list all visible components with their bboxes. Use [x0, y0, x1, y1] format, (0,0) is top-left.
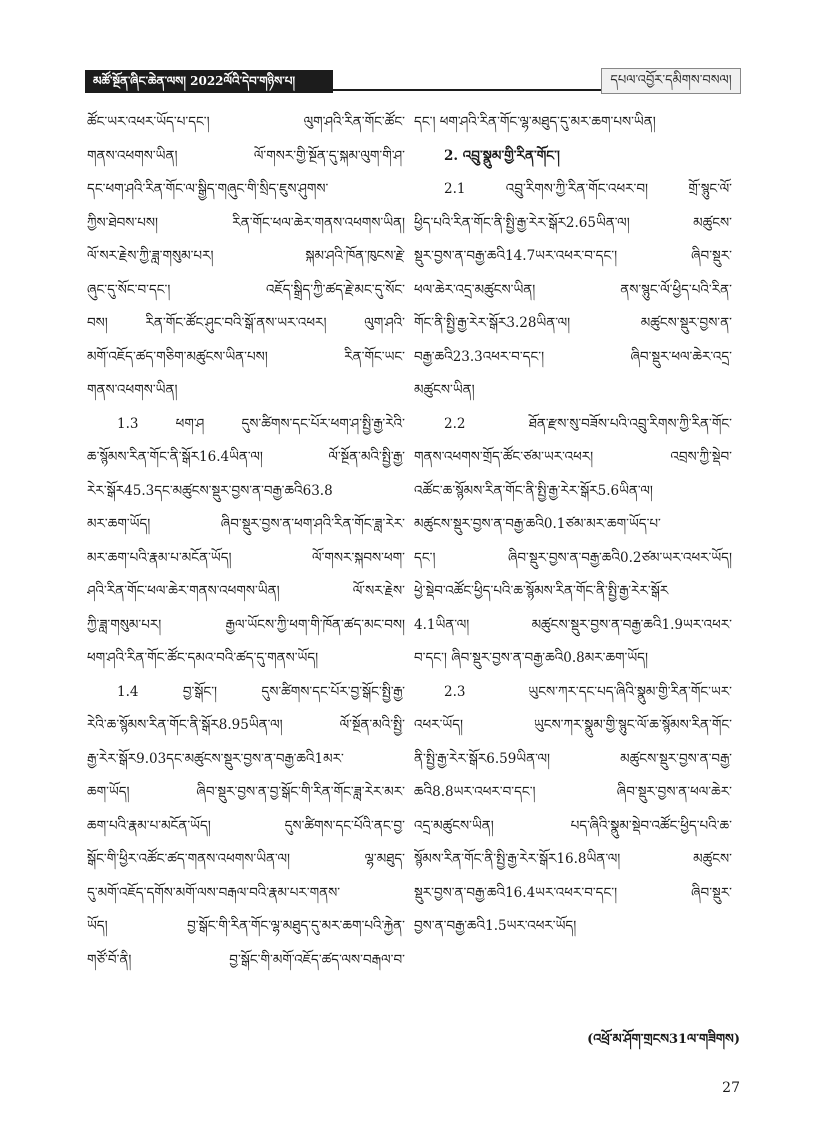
text-line: ཞུང་དུ་སོང་བ་དང་། འཇོད་སྒྲིད་ཀྱི་ཚད་རྗེ་མང་དུ་སོང་	[87, 281, 405, 298]
text-line: ཕྱིད་པའི་རིན་གོང་ནི་སྤྱི་རྒྱ་རེར་སྒོར2.65ཡིན་ལ། མཚུངས་	[414, 214, 732, 231]
text-line: ཀྱི་ཟླ་གསུམ་པར། རྒྱལ་ཡོངས་ཀྱི་ཕག་གི་ཁོན་ཚད་མང་བས།	[87, 616, 405, 633]
left-column	[87, 106, 405, 977]
text-line: ཆག་ཡོད། ཞིབ་སྡུར་བྱས་ན་བྱ་སྒོང་གི་རིན་གོང་ཟླ་རེར་མར་	[87, 784, 405, 800]
text-line: མཚུངས་སྡུར་བྱས་ན་བརྒྱ་ཆའི0.1ཙམ་མར་ཆག་ཡོད་པ་	[414, 516, 661, 532]
section-2-2-start: 2.2 ཐོན་རྫས་སུ་བཟོས་པའི་འབྲུ་རིགས་ཀྱི་རིན་གོང་	[444, 415, 732, 432]
text-line: མར་ཆག་པའི་རྣམ་པ་མངོན་ཡོད། ལོ་གསར་སྐབས་ཕག་	[87, 549, 405, 566]
text-line: ནི་སྤྱི་རྒྱ་རེར་སྒོར6.59ཡིན་ལ། མཚུངས་སྡུར་བྱས་ན་བརྒྱ་	[414, 750, 732, 767]
section-1-3-start: 1.3 ཕག་ཤ དུས་ཚིགས་དང་པོར་ཕག་ཤ་སྤྱི་རྒྱ་རེའི་	[117, 415, 405, 432]
page-number: 27	[722, 1080, 740, 1096]
text-line: བ་དང་། ཞིབ་སྡུར་བྱས་ན་བརྒྱ་ཆའི0.8མར་ཆག་ཡོད།	[414, 650, 648, 666]
text-line: ཚོང་ཡར་འཕར་ཡོད་པ་དང་། ལུག་ཤའི་རིན་གོང་ཚོང་	[87, 114, 405, 130]
text-line: མར་ཆག་ཡོད། ཞིབ་སྡུར་བྱས་ན་ཕག་ཤའི་རིན་གོང་ཟླ་རེར་	[87, 516, 405, 532]
text-line: རེའི་ཆ་སྙོམས་རིན་གོང་ནི་སྒོར8.95ཡིན་ལ། ལོ་སྔོན་མའི་སྤྱི་	[87, 717, 405, 733]
text-line: གཙོ་བོ་ནི། བྱ་སྒོང་གི་མགོ་འཇོད་ཚད་ལས་བརྒལ་བ་	[87, 951, 405, 968]
text-line: འཕར་ཡོད། ཡུངས་ཀར་སྣུམ་གྱི་སྙུང་ལོ་ཆ་སྙོམས་རིན་གོང་	[414, 717, 732, 733]
text-line: སྙོམས་རིན་གོང་ནི་སྤྱི་རྒྱ་རེར་སྒོར16.8ཡིན་ལ། མཚུངས་	[414, 851, 732, 867]
text-line: གནས་འཕགས་ཡིན།	[87, 382, 178, 398]
text-line: གནས་འཕགས་ཡིན། ལོ་གསར་གྱི་སྔོན་དུ་སྐམ་ལུག་གི་ཤ་	[87, 147, 405, 164]
text-line: ཤའི་རིན་གོང་ཕལ་ཆེར་གནས་འཕགས་ཡིན། ལོ་སར་རྗེས་	[87, 583, 405, 599]
text-line: རྒྱ་རེར་སྒོར9.03དང་མཚུངས་སྡུར་བྱས་ན་བརྒྱ་ཆའི1མར་	[87, 750, 344, 767]
text-line: འཚོང་ཆ་སྙོམས་རིན་གོང་ནི་སྤྱི་རྒྱ་རེར་སྒོར5.6ཡིན་ལ།	[414, 482, 653, 499]
text-line: བརྒྱ་ཆའི23.3འཕར་བ་དང་། ཞིབ་སྡུར་ཕལ་ཆེར་འདྲ་	[414, 348, 732, 365]
text-line: ཕྱེ་སྡེབ་འཚོང་ཕྱིད་པའི་ཆ་སྙོམས་རིན་གོང་ནི་སྤྱི་རྒྱ་རེར་སྒོར	[414, 583, 669, 599]
text-line: དུ་མགོ་འཇོད་དགོས་མགོ་ལས་བརྒལ་བའི་རྣམ་པར་གནས་	[87, 884, 341, 901]
text-line: སྡུར་བྱས་ན་བརྒྱ་ཆའི16.4ཡར་འཕར་བ་དང་། ཞིབ་སྡུར་	[414, 884, 732, 901]
text-line: ཕལ་ཆེར་འདྲ་མཚུངས་ཡིན། ནས་སྙུང་ལོ་ཕྱིད་པའི་རིན་	[414, 281, 732, 298]
section-2-1-start: 2.1 འབྲུ་རིགས་ཀྱི་རིན་གོང་འཕར་བ། གྲོ་སྙུང་ལོ་	[444, 181, 732, 197]
text-line: བྱས་ན་བརྒྱ་ཆའི1.5ཡར་འཕར་ཡོད།	[414, 918, 577, 934]
text-line: མཚུངས་ཡིན།	[414, 382, 475, 398]
text-line: 4.1ཡིན་ལ། མཚུངས་སྡུར་བྱས་ན་བརྒྱ་ཆའི1.9ཡར་འཕར་	[414, 616, 732, 633]
header-rule	[333, 89, 601, 91]
section-2-heading: 2. འབྲུ་སྣུམ་གྱི་རིན་གོང་།	[444, 147, 560, 164]
text-line: དང་ཕག་ཤའི་རིན་གོང་ལ་སྒྱིད་གཞུང་གི་སྲིད་ཇུས་ཤུགས་	[87, 181, 329, 197]
text-line: གནས་འཕགས་གྲོད་ཚོང་ཙམ་ཡར་འཕར། འབྲས་ཀྱི་སྡེབ་	[414, 449, 732, 465]
continued-note: (འཕྲོ་མ་ཤོག་གྲངས31ལ་གཟིགས)	[587, 1032, 740, 1047]
text-line: དང་། ཕག་ཤའི་རིན་གོང་ལྷ་མཐུད་དུ་མར་ཆག་པས་ཡིན།	[414, 114, 656, 130]
journal-title-banner: མཚོ་སྔོན་ཞིང་ཆེན་ལས། 2022ལོའི་དེབ་གཉིས་པ།	[85, 70, 333, 93]
right-column	[414, 106, 732, 944]
text-line: སྡུར་བྱས་ན་བརྒྱ་ཆའི14.7ཡར་འཕར་བ་དང་། ཞིབ་སྡུར་	[414, 248, 732, 264]
text-line: ཆག་པའི་རྣམ་པ་མངོན་ཡོད། དུས་ཚིགས་དང་པོའི་ནང་བྱ་	[87, 817, 405, 834]
text-line: མགོ་འཇོད་ཚད་གཅིག་མཚུངས་ཡིན་པས། རིན་གོང་ཡང་	[87, 348, 405, 365]
section-label: དཔལ་འབྱོར་དམིགས་བསལ།	[601, 68, 741, 94]
text-line: གོང་ནི་སྤྱི་རྒྱ་རེར་སྒོར3.28ཡིན་ལ། མཚུངས་སྡུར་བྱས་ན་	[414, 315, 732, 331]
text-line: ཆའི8.8ཡར་འཕར་བ་དང་། ཞིབ་སྡུར་བྱས་ན་ཕལ་ཆེར་	[414, 784, 732, 800]
text-line: ལོ་སར་རྗེས་ཀྱི་ཟླ་གསུམ་པར། སྐམ་ཤའི་ཁོན་ཁུངས་རྗེ་	[87, 248, 405, 264]
text-line: ཡོད། བྱ་སྒོང་གི་རིན་གོང་ལྷ་མཐུད་དུ་མར་ཆག་པའི་རྐྱེན་	[87, 918, 405, 934]
section-1-4-start: 1.4 བྱ་སྒོང་། དུས་ཚིགས་དང་པོར་བྱ་སྒོང་སྤྱི་རྒྱ་	[117, 683, 405, 700]
text-line: ཕག་ཤའི་རིན་གོང་ཚོང་དམའ་བའི་ཚད་དུ་གནས་ཡོད།	[87, 650, 319, 666]
text-line: རེར་སྒོར45.3དང་མཚུངས་སྡུར་བྱས་ན་བརྒྱ་ཆའི63.8	[87, 482, 333, 499]
section-2-3-start: 2.3 ཡུངས་ཀར་དང་པད་ཞིའི་སྣུམ་གྱི་རིན་གོང་ཡར་	[444, 683, 732, 700]
text-line: འདྲ་མཚུངས་ཡིན། པད་ཞིའི་སྣུམ་སྡེབ་འཚོང་ཕྱིད་པའི་ཆ་	[414, 817, 732, 834]
text-line: ཀྱིས་ཐེབས་པས། རིན་གོང་ཕལ་ཆེར་གནས་འཕགས་ཡིན།	[87, 214, 405, 231]
text-line: སྒོང་གི་ཕྱིར་འཚོང་ཚད་གནས་འཕགས་ཡིན་ལ། ལྷ་མཐུད་	[87, 851, 405, 867]
text-line: བས། རིན་གོང་ཚོང་ཤུང་བའི་སྒོ་ནས་ཡར་འཕར། ལུག་ཤའི་	[87, 315, 405, 331]
text-line: དང་། ཞིབ་སྡུར་བྱས་ན་བརྒྱ་ཆའི0.2ཙམ་ཡར་འཕར་ཡོད།	[414, 549, 732, 566]
text-line: ཆ་སྙོམས་རིན་གོང་ནི་སྒོར16.4ཡིན་ལ། ལོ་སྔོན་མའི་སྤྱི་རྒྱ་	[87, 449, 405, 465]
